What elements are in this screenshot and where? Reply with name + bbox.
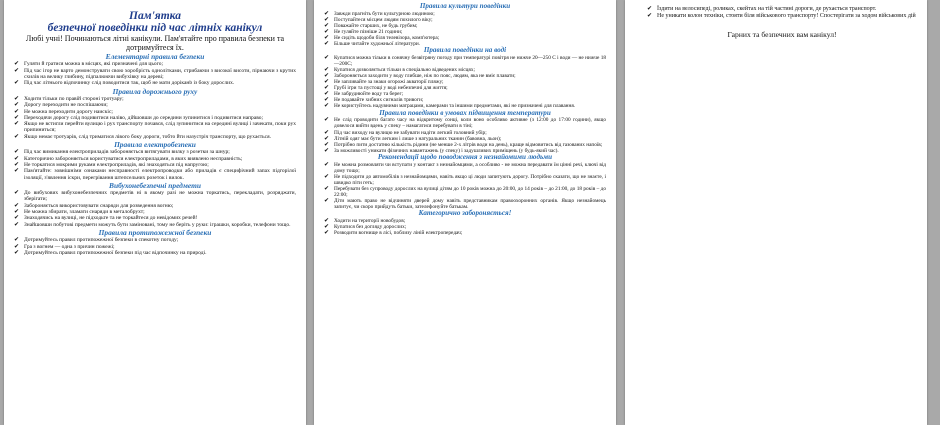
check-icon: ✔ [324, 102, 330, 110]
check-icon: ✔ [14, 167, 20, 175]
list-item-text: Гуляти й гратися можна в місцях, які призначені для цього; [24, 61, 164, 68]
list-item-text: Літній одяг має бути легким і лише з натуральних тканин (бавовна, льон); [334, 135, 502, 142]
list-item-text: До вибухових вибухонебезпечних предметів ні в якому разі не можна торкатись, перекладати, розряджати, зберігати; [24, 190, 296, 203]
list-item-text: Не забруднюйте воду та берег; [334, 91, 404, 98]
check-icon: ✔ [324, 78, 330, 86]
list-item-text: Дотримуйтесь правил протипожежної безпеки в спекотну погоду; [24, 237, 179, 244]
check-icon: ✔ [14, 248, 20, 256]
check-icon: ✔ [14, 107, 20, 115]
list-item-text: Їздити на велосипеді, роликах, скейтах на тій частині дороги, де рухається транспорт. [657, 6, 877, 12]
check-icon: ✔ [14, 220, 20, 228]
document-title: Пам'ятка [129, 10, 181, 22]
list-item [14, 222, 296, 228]
list-item-text: За можливості уникати фізичних навантажень (у спеку) і задушливих приміщень (у будь-який час). [334, 147, 559, 154]
list-item-text: Не можна переходити дорогу наискіс; [24, 108, 113, 115]
check-icon: ✔ [324, 96, 330, 104]
section-list [14, 190, 296, 228]
page1-sections [14, 53, 296, 256]
list-item [324, 41, 606, 47]
list-item-text: Не слід проводити багато часу на відкритому сонці, коли воно особливо активне (з 12:00 до 17:00 години), якщо довелося вийти вдень у спеку – намагатися перебувати в тіні; [334, 117, 606, 130]
check-icon: ✔ [647, 12, 653, 19]
check-icon: ✔ [324, 90, 330, 98]
check-icon: ✔ [324, 128, 330, 136]
list-item-text: Переходячи дорогу слід подивитися наліво, дійшовши до середини зупинитися і подивитися направо; [24, 114, 264, 121]
list-item-text: Не можна збирати, зламати снаряди в металобрухт; [24, 209, 145, 216]
check-icon: ✔ [324, 140, 330, 148]
list-item-text: Поступайтеся місцем людям похилого віку; [334, 16, 433, 23]
list-item-text: Поважайте старших, не будь грубим; [334, 23, 418, 29]
section-heading: Вибухонебезпечні предмети [109, 180, 201, 190]
section-heading: Рекомендації щодо поводження з незнайомими людьми [377, 152, 553, 161]
section-list [324, 117, 606, 153]
section-heading: Правила поведінки на воді [423, 46, 507, 55]
list-item [647, 6, 917, 13]
page3-list [647, 6, 917, 20]
check-icon: ✔ [324, 22, 330, 29]
list-item-text: Дорогу переходити не поспішаючи; [24, 102, 108, 109]
check-icon: ✔ [14, 214, 20, 222]
check-icon: ✔ [14, 66, 20, 74]
list-item-text: Купатися можна тільки в сонячну безвітряну погоду при температурі повітря не нижче 20—250 С і води — не нижче 18—200С; [334, 55, 606, 68]
list-item-text: Категорично забороняється користуватися електроприладами, в яких виявлено несправність; [24, 155, 243, 162]
check-icon: ✔ [14, 201, 20, 209]
check-icon: ✔ [14, 113, 20, 121]
list-item [324, 55, 606, 67]
check-icon: ✔ [324, 9, 330, 17]
check-icon: ✔ [14, 94, 20, 102]
section-list [14, 61, 296, 86]
list-item [324, 103, 606, 109]
check-icon: ✔ [14, 189, 20, 197]
check-icon: ✔ [14, 148, 20, 156]
check-icon: ✔ [14, 242, 20, 250]
section-heading: Елементарні правила безпеки [105, 52, 205, 62]
list-item-text: Знаходячись на вулиці, не підходьте та не торкайтеся до невідомих речей! [24, 215, 198, 222]
list-item [14, 250, 296, 256]
list-item-text: Не торкатися мокрими руками електроприладів, які знаходяться під напругою; [24, 161, 209, 168]
list-item-text: Не можна розмовляти чи вступати у контакт з незнайомцями, а особливо - не можна передавати їм цінні речі, ключі від дому тощо; [334, 161, 606, 174]
list-item-text: Більше читайте художньої літератури. [334, 41, 421, 48]
list-item-text: Під час вимикання електроприладів забороняється витягувати вилку з розетки за шнур; [24, 149, 230, 156]
check-icon: ✔ [324, 146, 330, 154]
check-icon: ✔ [14, 120, 20, 128]
list-item-text: Якщо немає тротуарів, слід триматися лівого боку дороги, тобто йти назустріч транспорту, що рухається. [24, 133, 272, 140]
list-item-text: Розводити вогнище в лісі, поблизу ліній електропередач; [334, 229, 463, 236]
check-icon: ✔ [324, 160, 330, 168]
list-item-text: Під час ігор не варто демонструвати свою хоробрість однолітками, стрибаючи з високої висоти, пірнаючи з крутих схилів на велику глибину, підпалюючи вибухівку на дереві; [24, 67, 296, 81]
check-icon: ✔ [324, 134, 330, 142]
section-heading: Правила протипожежної безпеки [98, 227, 212, 237]
list-item [14, 121, 296, 134]
list-item-text: Пам'ятайте: зовнішніми ознаками несправності електропроводки або приладів є специфічний запах підгорілої ізоляції, з'явлення іскри, перегрівання штепсельних розеток і вилок. [24, 168, 296, 181]
check-icon: ✔ [324, 28, 330, 36]
list-item [14, 168, 296, 181]
list-item-text: Діти мають право не відчиняти дверей дому навіть представникам правоохоронних органів. Якщо незнайомець запитує, чи скоро прийдуть батьки, зателефонуйте батькам. [334, 197, 606, 210]
section-list [324, 218, 606, 236]
list-item-text: Забороняється використовувати снаряди для розведення вогню; [24, 202, 174, 209]
list-item-text: Під час виходу на вулицю не забувати надіти легкий головний убір; [334, 129, 487, 136]
list-item-text: Не гуляйте пізніше 21 години; [334, 29, 403, 36]
list-item-text: Не подавайте хибних сигналів тривоги; [334, 97, 424, 104]
check-icon: ✔ [14, 101, 20, 109]
list-item-text: Не запливайте за знаки огорожі акваторії пляжу; [334, 79, 444, 86]
list-item-text: Купатися без догляду дорослих; [334, 223, 407, 230]
check-icon: ✔ [324, 40, 330, 48]
check-icon: ✔ [324, 34, 330, 42]
check-icon: ✔ [324, 116, 330, 124]
check-icon: ✔ [324, 184, 330, 192]
check-icon: ✔ [324, 15, 330, 23]
check-icon: ✔ [324, 222, 330, 230]
list-item [324, 230, 606, 236]
list-item-text: Не користуйтесь надувними матрацами, камерами та іншими предметами, які не призначені для плавання. [334, 103, 576, 110]
check-icon: ✔ [324, 172, 330, 180]
list-item [14, 80, 296, 86]
section-list [324, 55, 606, 109]
check-icon: ✔ [14, 160, 20, 168]
check-icon: ✔ [324, 54, 330, 62]
page-2 [314, 0, 616, 425]
check-icon: ✔ [324, 84, 330, 92]
check-icon: ✔ [324, 66, 330, 74]
list-item-text: Купатися дозволяється тільки в спеціально відведених місцях; [334, 67, 475, 74]
list-item-text: Дотримуйтесь правил протипожежної безпеки під час відпочинку на природі. [24, 249, 207, 256]
section-heading: Правила дорожнього руху [112, 86, 198, 96]
list-item-text: Під час літнього відпочинку слід поводитися так, щоб не мати доріканb із боку дорослих. [24, 80, 235, 87]
section-list [14, 96, 296, 140]
list-item [324, 174, 606, 186]
intro-text: Любі учні! Починаються літні канікули. Пам'ятайте про правила безпеки та дотримуйтеся їх. [25, 34, 285, 52]
section-heading: Правила електробезпеки [114, 140, 196, 150]
list-item-text: Завжди прагніть бути культурною людиною; [334, 10, 435, 17]
list-item-text: Грубі ігри та пустощі у воді небезпечні для життя; [334, 85, 448, 92]
list-item [324, 186, 606, 198]
list-item-text: Забороняється заходити у воду глибше, ніж по пояс, людям, яка не вміє плавати; [334, 73, 516, 80]
check-icon: ✔ [324, 72, 330, 80]
section-heading: Категорично забороняється! [418, 208, 512, 217]
section-list [14, 237, 296, 256]
page-1 [4, 0, 306, 425]
check-icon: ✔ [647, 5, 653, 12]
list-item [14, 190, 296, 203]
check-icon: ✔ [14, 208, 20, 216]
list-item [324, 117, 606, 129]
check-icon: ✔ [324, 196, 330, 204]
check-icon: ✔ [14, 154, 20, 162]
list-item [647, 13, 917, 20]
document-subtitle: безпечної поведінки під час літніх канікул [47, 22, 263, 34]
check-icon: ✔ [14, 132, 20, 140]
check-icon: ✔ [324, 228, 330, 236]
list-item-text: Ходити на території новобудов; [334, 217, 406, 224]
section-list [14, 149, 296, 180]
list-item [14, 68, 296, 81]
list-item [324, 198, 606, 210]
list-item-text: Якщо не встигли перейти вулицю і рух транспорту почався, слід зупинитися на середині вулиці і зачекати, поки рух припиниться; [24, 121, 296, 134]
check-icon: ✔ [14, 60, 20, 68]
list-item-text: Перебувати без супроводу дорослих на вулиці дітям до 10 років можна до 20:00, до 14 років – до 21:00, до 18 років – до 22:00; [334, 185, 606, 198]
list-item-text: Гра з вогнем — одна з причин пожежі; [24, 243, 115, 250]
check-icon: ✔ [14, 79, 20, 87]
section-list [324, 162, 606, 210]
list-item [324, 148, 606, 154]
check-icon: ✔ [14, 236, 20, 244]
section-list [324, 11, 606, 47]
list-item-text: Ходити тільки по правій стороні тротуару; [24, 95, 124, 102]
list-item-text: Не сидіть щодоби біля телевізора, комп'ютера; [334, 35, 440, 42]
closing-text: Гарних та безпечних вам канікул! [727, 30, 837, 39]
page-3 [625, 0, 927, 425]
section-heading: Правила поведінки в умовах підвищення температури [379, 108, 551, 117]
page2-sections [324, 3, 606, 236]
list-item-text: Знайшовши побутові предмети можуть бути замінованi, тому не беріть у руки: іграшки, коробки, телефони тощо. [24, 221, 291, 228]
list-item-text: Потрібно пити достатню кількість рідини (не менше 2-х літрів води на день), краще відмовитись від газованих напоїв; [334, 141, 603, 148]
check-icon: ✔ [324, 216, 330, 224]
list-item-text: Не підходити до автомобілів з незнайомцями, навіть якщо ці люди запитують дорогу. Потрібно сказати, що не знаєте, і швидко піти геть; [334, 173, 606, 186]
list-item-text: Не уникати колон техніки, стояти біля військового транспорту! Спостерігати за ходом військових дій [657, 13, 916, 19]
list-item [14, 134, 296, 140]
list-item [324, 162, 606, 174]
section-heading: Правила культури поведінки [419, 2, 511, 10]
